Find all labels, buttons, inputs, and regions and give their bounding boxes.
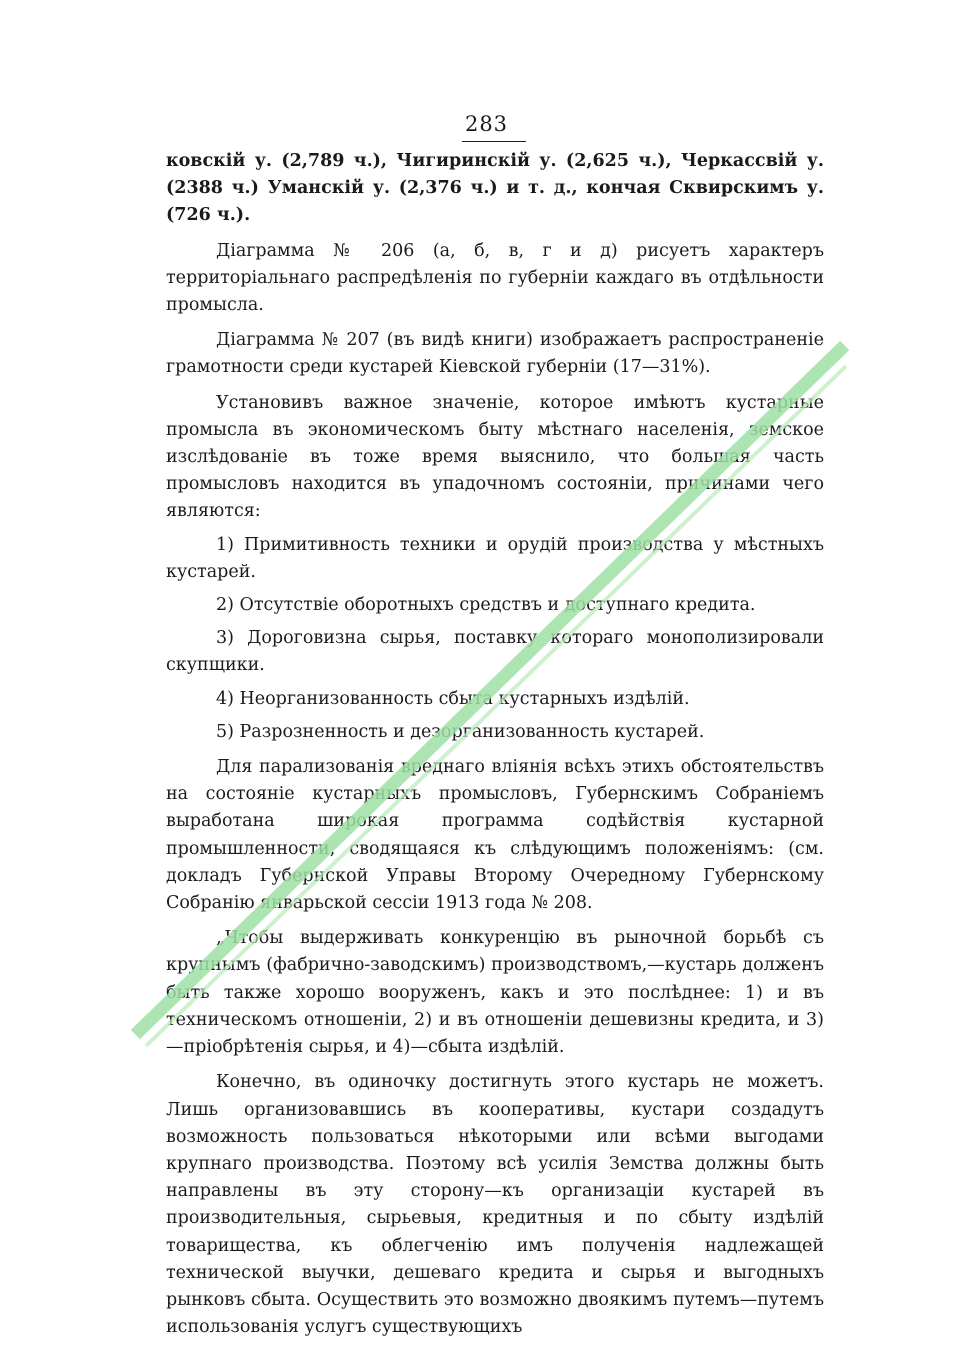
paragraph-quote: „Чтобы выдерживать конкуренцію въ рыночной борьбѣ съ крупнымъ (фабрично-заводскимъ) производствомъ,—кустарь долженъ быть также хорошо вооруженъ, какъ и это послѣднее: 1) и въ техническомъ отношеніи, 2) и въ отношеніи дешевизны кредита, и 3)—пріобрѣтенія сырья, и 4)—сбыта издѣлій. — [166, 928, 824, 1058]
page-number: 283 — [464, 112, 509, 136]
reasons-list — [166, 532, 824, 746]
paragraph-diagram-206: Діаграмма № 206 (а, б, в, г и д) рисуетъ характеръ территоріальнаго распредѣленія по губерніи каждаго въ отдѣльности промысла. — [166, 240, 824, 316]
paragraph-decline-causes: Установивъ важное значеніе, которое имѣютъ кустарные промысла въ экономическомъ быту мѣстнаго населенія, земское изслѣдованіе въ тоже время выяснило, что большая часть промысловъ находится въ упадочномъ состояніи, причинами чего являются: — [166, 392, 824, 522]
paragraph-cooperatives: Конечно, въ одиночку достигнуть этого кустарь не можетъ. Лишь организовавшись въ кооперативы, кустари создадутъ возможность пользоваться нѣкоторыми или всѣми выгодами крупнаго производства. Поэтому всѣ усилія Земства должны быть направлены въ эту сторону—къ организаціи кустарей въ производительныя, сырьевыя, кредитныя и по сбыту издѣлій товарищества, къ облегченію имъ полученія надлежащей технической выучки, дешеваго кредита и сырья и выгодныхъ рынковъ сбыта. Осуществить это возможно двоякимъ путемъ—путемъ использованія услугъ существующихъ — [166, 1072, 824, 1338]
paragraph-continuation: ковскій у. (2,789 ч.), Чигиринскій у. (2,625 ч.), Черкассвій у. (2388 ч.) Уманскій у. (2,376 ч.) и т. д., кончая Сквирскимъ у. (726 ч.). — [166, 151, 824, 226]
paragraph-program: Для парализованія вреднаго вліянія всѣхъ этихъ обстоятельствъ на состояніе кустарныхъ промысловъ, Губернскимъ Собраніемъ выработана широкая программа содѣйствія кустарной промышленности, сводящаяся къ слѣдующимъ положеніямъ: (см. докладъ Губернской Управы Второму Очередному Губернскому Собранію январьской сессіи 1913 года № 208. — [166, 757, 824, 914]
list-item: 2) Отсутствіе оборотныхъ средствъ и доступнаго кредита. — [216, 595, 756, 616]
body-text — [166, 148, 824, 1341]
list-item: 5) Разрозненность и дезорганизованность кустарей. — [216, 721, 705, 742]
page-number-rule — [462, 141, 526, 142]
list-item: 4) Неорганизованность сбыта кустарныхъ издѣлій. — [216, 688, 690, 709]
list-item: 1) Примитивность техники и орудій производства у мѣстныхъ кустарей. — [166, 534, 824, 582]
paragraph-diagram-207: Діаграмма № 207 (въ видѣ книги) изображаетъ распространеніе грамотности среди кустарей Кіевской губерніи (17—31%). — [166, 330, 824, 378]
list-item: 3) Дороговизна сырья, поставку котораго монополизировали скупщики. — [166, 628, 824, 676]
